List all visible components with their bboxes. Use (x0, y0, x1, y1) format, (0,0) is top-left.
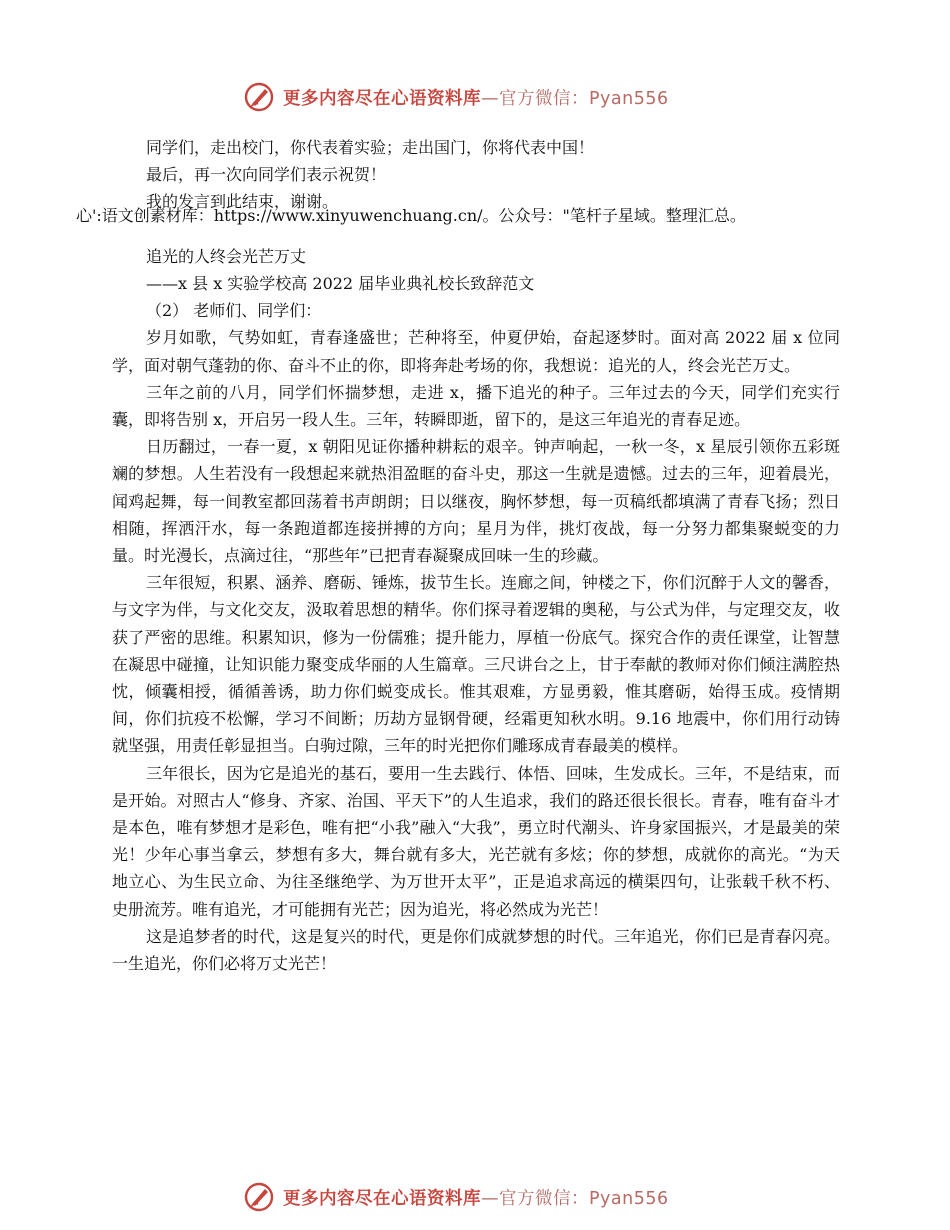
body-paragraph: 岁月如歌，气势如虹，青春逢盛世；芒种将至，仲夏伊始，奋起逐梦时。面对高 2022 届 x 位同学，面对朝气蓬勃的你、奋斗不止的你，即将奔赴考场的你，我想说：追光的人，终会光芒万丈。 (112, 328, 840, 375)
closing-line: 最后，再一次向同学们表示祝贺！ (146, 165, 387, 185)
pen-logo-icon (243, 81, 275, 113)
body-paragraph: 这是追梦者的时代，这是复兴的时代，更是你们成就梦想的时代。三年追光，你们已是青春闪亮。一生追光，你们必将万丈光芒！ (112, 926, 840, 973)
banner-separator: — (481, 1188, 499, 1209)
body-paragraph: 日历翻过，一春一夏，x 朝阳见证你播种耕耘的艰辛。钟声响起，一秋一冬，x 星辰引领你五彩斑斓的梦想。人生若没有一段想起来就热泪盈眶的奋斗史，那这一生就是遗憾。过去的三年，迎着晨光，闻鸡起舞，每一间教室都回荡着书声朗朗；日以继夜，胸怀梦想，每一页稿纸都填满了青春飞扬；烈日相随，挥洒汗水，每一条跑道都连接拼搏的方向；星月为伴，挑灯夜战，每一分努力都集聚蜕变的力量。时光漫长，点滴过往，“那些年”已把青春凝聚成回味一生的珍藏。 (112, 437, 840, 565)
source-line: 心':语文创素材库：https://www.xinyuwenchuang.cn/。公众号："笔杆子星域。整理汇总。 (76, 206, 746, 225)
banner-wechat-text: 官方微信：Pyan556 (499, 88, 669, 109)
header-banner (243, 80, 669, 114)
document-subtitle: ——x 县 x 实验学校高 2022 届毕业典礼校长致辞范文 (146, 273, 535, 293)
document-body (112, 134, 840, 977)
closing-line: 同学们，走出校门，你代表着实验；走出国门，你将代表中国！ (146, 138, 595, 157)
banner-wechat-text: 官方微信：Pyan556 (499, 1188, 669, 1209)
pen-logo-icon (243, 1181, 275, 1213)
body-paragraph: 三年很长，因为它是追光的基石，要用一生去践行、体悟、回味，生发成长。三年，不是结束，而是开始。对照古人“修身、齐家、治国、平天下”的人生追求，我们的路还很长很长。青春，唯有奋斗才是本色，唯有梦想才是彩色，唯有把“小我”融入“大我”，勇立时代潮头、许身家国振兴，才是最美的荣光！少年心事当拿云，梦想有多大，舞台就有多大，光芒就有多炫；你的梦想，成就你的高光。“为天地立心、为生民立命、为往圣继绝学、为万世开太平”，正是追求高远的横渠四句，让张载千秋不朽、史册流芳。唯有追光，才可能拥有光芒；因为追光，将必然成为光芒！ (112, 763, 840, 919)
body-paragraph: 三年很短，积累、涵养、磨砺、锤炼，拔节生长。连廊之间，钟楼之下，你们沉醉于人文的馨香，与文字为伴，与文化交友，汲取着思想的精华。你们探寻着逻辑的奥秘，与公式为伴，与定理交友，收获了严密的思维。积累知识，修为一份儒雅；提升能力，厚植一份底气。探究合作的责任课堂，让智慧在凝思中碰撞，让知识能力聚变成华丽的人生篇章。三尺讲台之上，甘于奉献的教师对你们倾注满腔热忱，倾囊相授，循循善诱，助力你们蜕变成长。惟其艰难，方显勇毅，惟其磨砺，始得玉成。疫情期间，你们抗疫不松懈，学习不间断；历劫方显钢骨硬，经霜更知秋水明。9.16 地震中，你们用行动铸就坚强，用责任彰显担当。白驹过隙，三年的时光把你们雕琢成青春最美的模样。 (112, 573, 840, 756)
banner-text (283, 85, 669, 110)
greeting: （2） 老师们、同学们： (146, 301, 322, 321)
closing-line: 我的发言到此结束，谢谢。 (146, 192, 339, 212)
banner-main-text: 更多内容尽在心语资料库 (283, 88, 481, 109)
body-paragraph: 三年之前的八月，同学们怀揣梦想，走进 x，播下追光的种子。三年过去的今天，同学们充实行囊，即将告别 x，开启另一段人生。三年，转瞬即逝，留下的，是这三年追光的青春足迹。 (112, 382, 840, 429)
banner-main-text: 更多内容尽在心语资料库 (283, 1188, 481, 1209)
banner-separator: — (481, 88, 499, 109)
banner-text (283, 1185, 669, 1210)
footer-banner (243, 1180, 669, 1214)
document-title: 追光的人终会光芒万丈 (146, 246, 307, 266)
